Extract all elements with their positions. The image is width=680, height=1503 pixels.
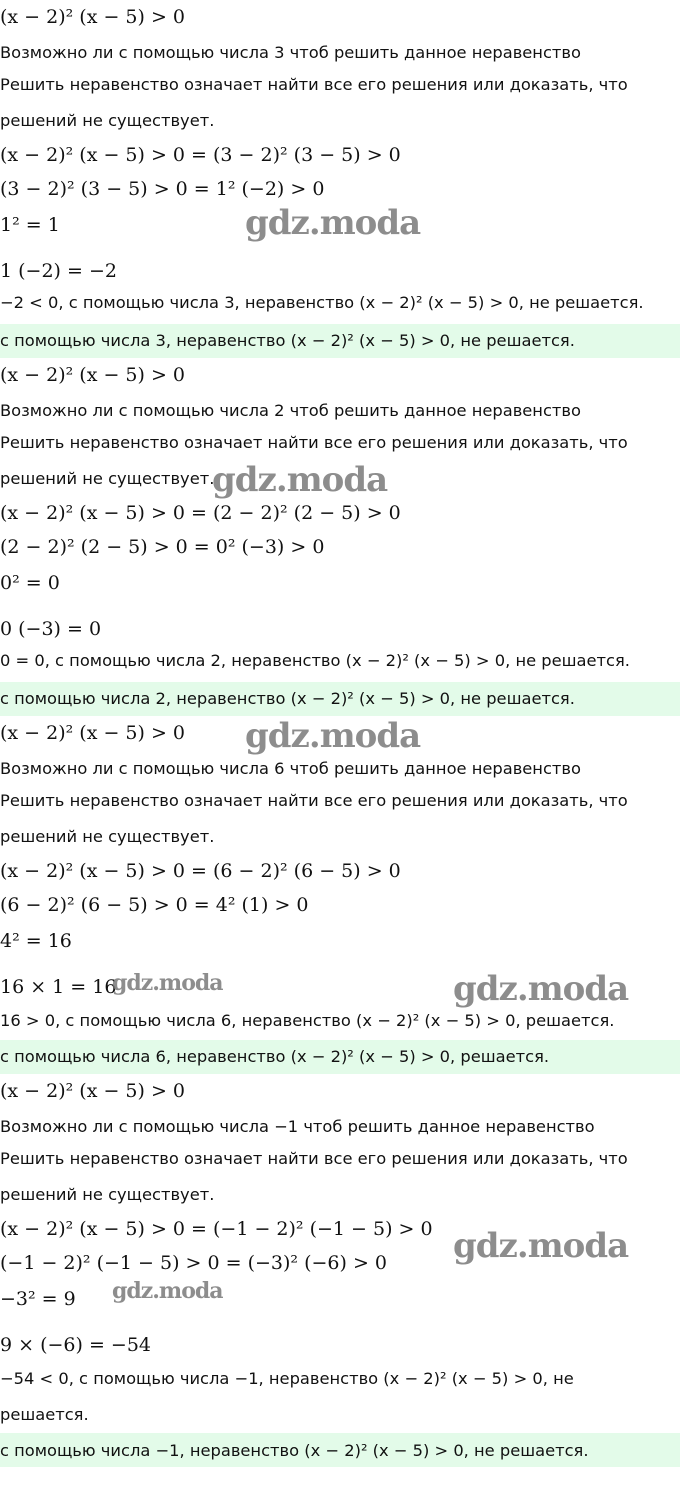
text-line: 0 = 0, с помощью числа 2, неравенство (x − 2)² (x − 5) > 0, не решается. — [0, 651, 630, 670]
highlighted-answer: с помощью числа 3, неравенство (x − 2)² (x − 5) > 0, не решается. — [0, 331, 575, 350]
math-line: (x − 2)² (x − 5) > 0 = (3 − 2)² (3 − 5) > 0 — [0, 144, 401, 166]
text-line: решений не существует. — [0, 827, 215, 846]
math-line: (x − 2)² (x − 5) > 0 = (6 − 2)² (6 − 5) > 0 — [0, 860, 401, 882]
watermark: gdz.moda — [112, 1278, 223, 1304]
text-line: решений не существует. — [0, 1185, 215, 1204]
watermark: gdz.moda — [212, 460, 388, 500]
highlighted-answer: с помощью числа 2, неравенство (x − 2)² (x − 5) > 0, не решается. — [0, 689, 575, 708]
math-line: (6 − 2)² (6 − 5) > 0 = 4² (1) > 0 — [0, 894, 309, 916]
math-line: 4² = 16 — [0, 930, 72, 952]
text-line: Возможно ли с помощью числа 6 чтоб решить данное неравенство — [0, 759, 581, 778]
text-line: Решить неравенство означает найти все его решения или доказать, что — [0, 433, 628, 452]
math-line: 1² = 1 — [0, 214, 60, 236]
watermark: gdz.moda — [453, 969, 629, 1009]
text-line: Решить неравенство означает найти все его решения или доказать, что — [0, 1149, 628, 1168]
watermark: gdz.moda — [245, 716, 421, 756]
text-line: Решить неравенство означает найти все его решения или доказать, что — [0, 791, 628, 810]
highlighted-answer: с помощью числа −1, неравенство (x − 2)² (x − 5) > 0, не решается. — [0, 1441, 589, 1460]
text-line: 16 > 0, с помощью числа 6, неравенство (x − 2)² (x − 5) > 0, решается. — [0, 1011, 615, 1030]
math-line: −3² = 9 — [0, 1288, 76, 1310]
math-line: 16 × 1 = 16 — [0, 976, 117, 998]
math-line: 0 (−3) = 0 — [0, 618, 102, 640]
math-line: (x − 2)² (x − 5) > 0 = (2 − 2)² (2 − 5) > 0 — [0, 502, 401, 524]
watermark: gdz.moda — [453, 1226, 629, 1266]
text-line: Возможно ли с помощью числа −1 чтоб решить данное неравенство — [0, 1117, 595, 1136]
text-line: Возможно ли с помощью числа 3 чтоб решить данное неравенство — [0, 43, 581, 62]
math-line: 0² = 0 — [0, 572, 60, 594]
text-line: решений не существует. — [0, 469, 215, 488]
math-line: (x − 2)² (x − 5) > 0 = (−1 − 2)² (−1 − 5) > 0 — [0, 1218, 433, 1240]
watermark: gdz.moda — [245, 203, 421, 243]
math-line: (x − 2)² (x − 5) > 0 — [0, 6, 185, 28]
math-line: (−1 − 2)² (−1 − 5) > 0 = (−3)² (−6) > 0 — [0, 1252, 387, 1274]
math-line: (2 − 2)² (2 − 5) > 0 = 0² (−3) > 0 — [0, 536, 325, 558]
math-line: 9 × (−6) = −54 — [0, 1334, 152, 1356]
text-line: решается. — [0, 1405, 89, 1424]
math-line: (x − 2)² (x − 5) > 0 — [0, 1080, 185, 1102]
text-line: Возможно ли с помощью числа 2 чтоб решить данное неравенство — [0, 401, 581, 420]
highlighted-answer: с помощью числа 6, неравенство (x − 2)² (x − 5) > 0, решается. — [0, 1047, 550, 1066]
watermark: gdz.moda — [112, 970, 223, 996]
math-line: (x − 2)² (x − 5) > 0 — [0, 364, 185, 386]
text-line: решений не существует. — [0, 111, 215, 130]
text-line: −2 < 0, с помощью числа 3, неравенство (x − 2)² (x − 5) > 0, не решается. — [0, 293, 644, 312]
math-line: (3 − 2)² (3 − 5) > 0 = 1² (−2) > 0 — [0, 178, 325, 200]
math-line: 1 (−2) = −2 — [0, 260, 117, 282]
text-line: Решить неравенство означает найти все его решения или доказать, что — [0, 75, 628, 94]
math-line: (x − 2)² (x − 5) > 0 — [0, 722, 185, 744]
text-line: −54 < 0, с помощью числа −1, неравенство (x − 2)² (x − 5) > 0, не — [0, 1369, 574, 1388]
